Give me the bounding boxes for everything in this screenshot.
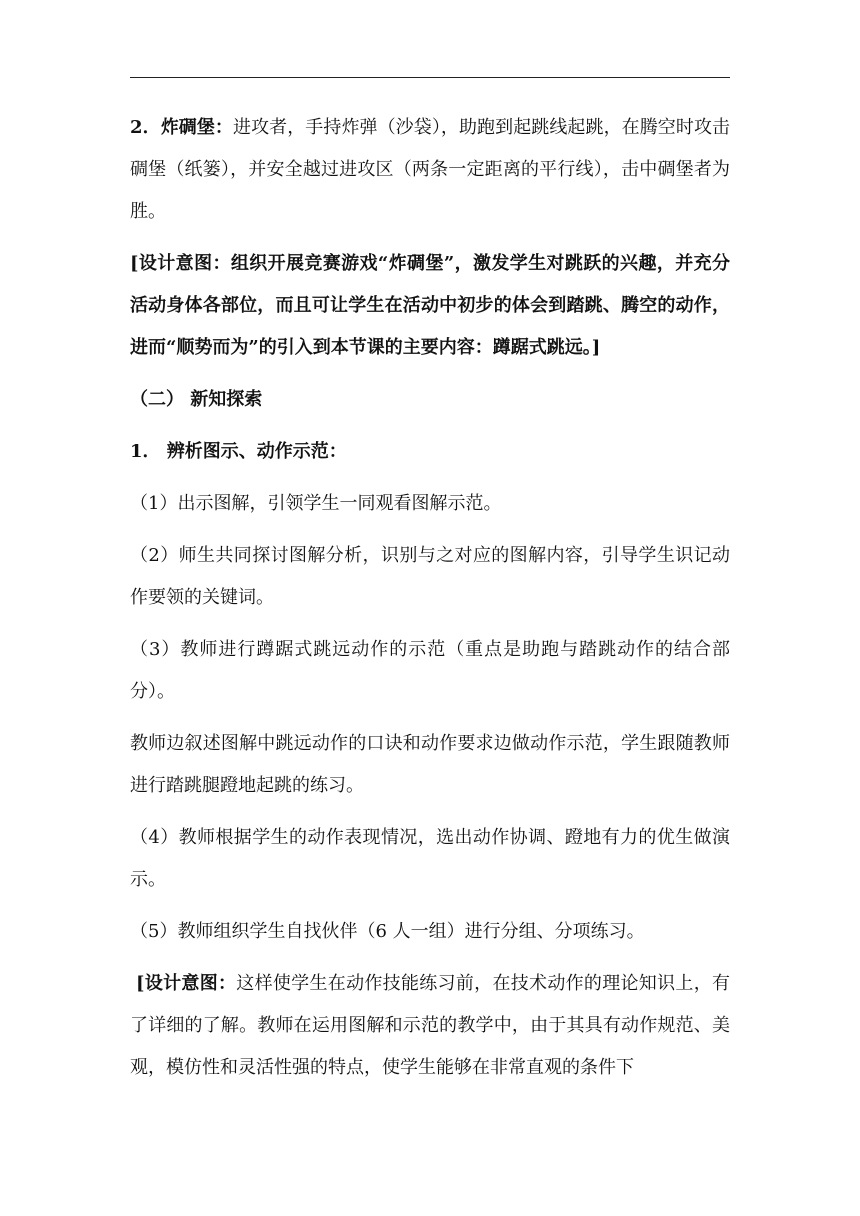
paragraph-teacher-demo: 教师边叙述图解中跳远动作的口诀和动作要求边做动作示范，学生跟随教师进行踏跳腿蹬地起跳的练习。 xyxy=(130,733,730,796)
paragraph-design-intent-2 xyxy=(130,963,730,1089)
document-body xyxy=(130,107,730,1089)
design-intent-label: [设计意图： xyxy=(136,973,237,994)
step-1: （1）出示图解，引领学生一同观看图解示范。 xyxy=(130,493,502,514)
section-heading-new-knowledge: （二） 新知探索 xyxy=(130,389,263,410)
item-text: 进攻者，手持炸弹（沙袋），助跑到起跳线起跳，在腾空时攻击碉堡（纸篓），并安全越过进攻区（两条一定距离的平行线），击中碉堡者为胜。 xyxy=(130,117,731,222)
step-3: （3）教师进行蹲踞式跳远动作的示范（重点是助跑与踏跳动作的结合部分）。 xyxy=(130,639,730,702)
step-2: （2）师生共同探讨图解分析，识别与之对应的图解内容，引导学生识记动作要领的关键词。 xyxy=(130,545,730,608)
step-4: （4）教师根据学生的动作表现情况，选出动作协调、蹬地有力的优生做演示。 xyxy=(130,827,730,890)
paragraph-bomb-bunker-game xyxy=(130,107,730,233)
design-intent-text: 这样使学生在动作技能练习前，在技术动作的理论知识上，有了详细的了解。教师在运用图解和示范的教学中，由于其具有动作规范、美观，模仿性和灵活性强的特点，使学生能够在非常直观的条件下 xyxy=(130,973,730,1078)
step-5: （5）教师组织学生自找伙伴（6 人一组）进行分组、分项练习。 xyxy=(130,921,645,942)
header-rule xyxy=(130,77,730,78)
paragraph-design-intent-1: [设计意图：组织开展竞赛游戏“炸碉堡”，激发学生对跳跃的兴趣，并充分活动身体各部位，而且可让学生在活动中初步的体会到踏跳、腾空的动作，进而“顺势而为”的引入到本节课的主要内容：蹲踞式跳远。] xyxy=(130,253,730,358)
item-number: 2． xyxy=(130,117,161,138)
item-title: 炸碉堡： xyxy=(160,117,233,138)
subheading-analysis-demo: 1． 辨析图示、动作示范： xyxy=(130,441,347,462)
